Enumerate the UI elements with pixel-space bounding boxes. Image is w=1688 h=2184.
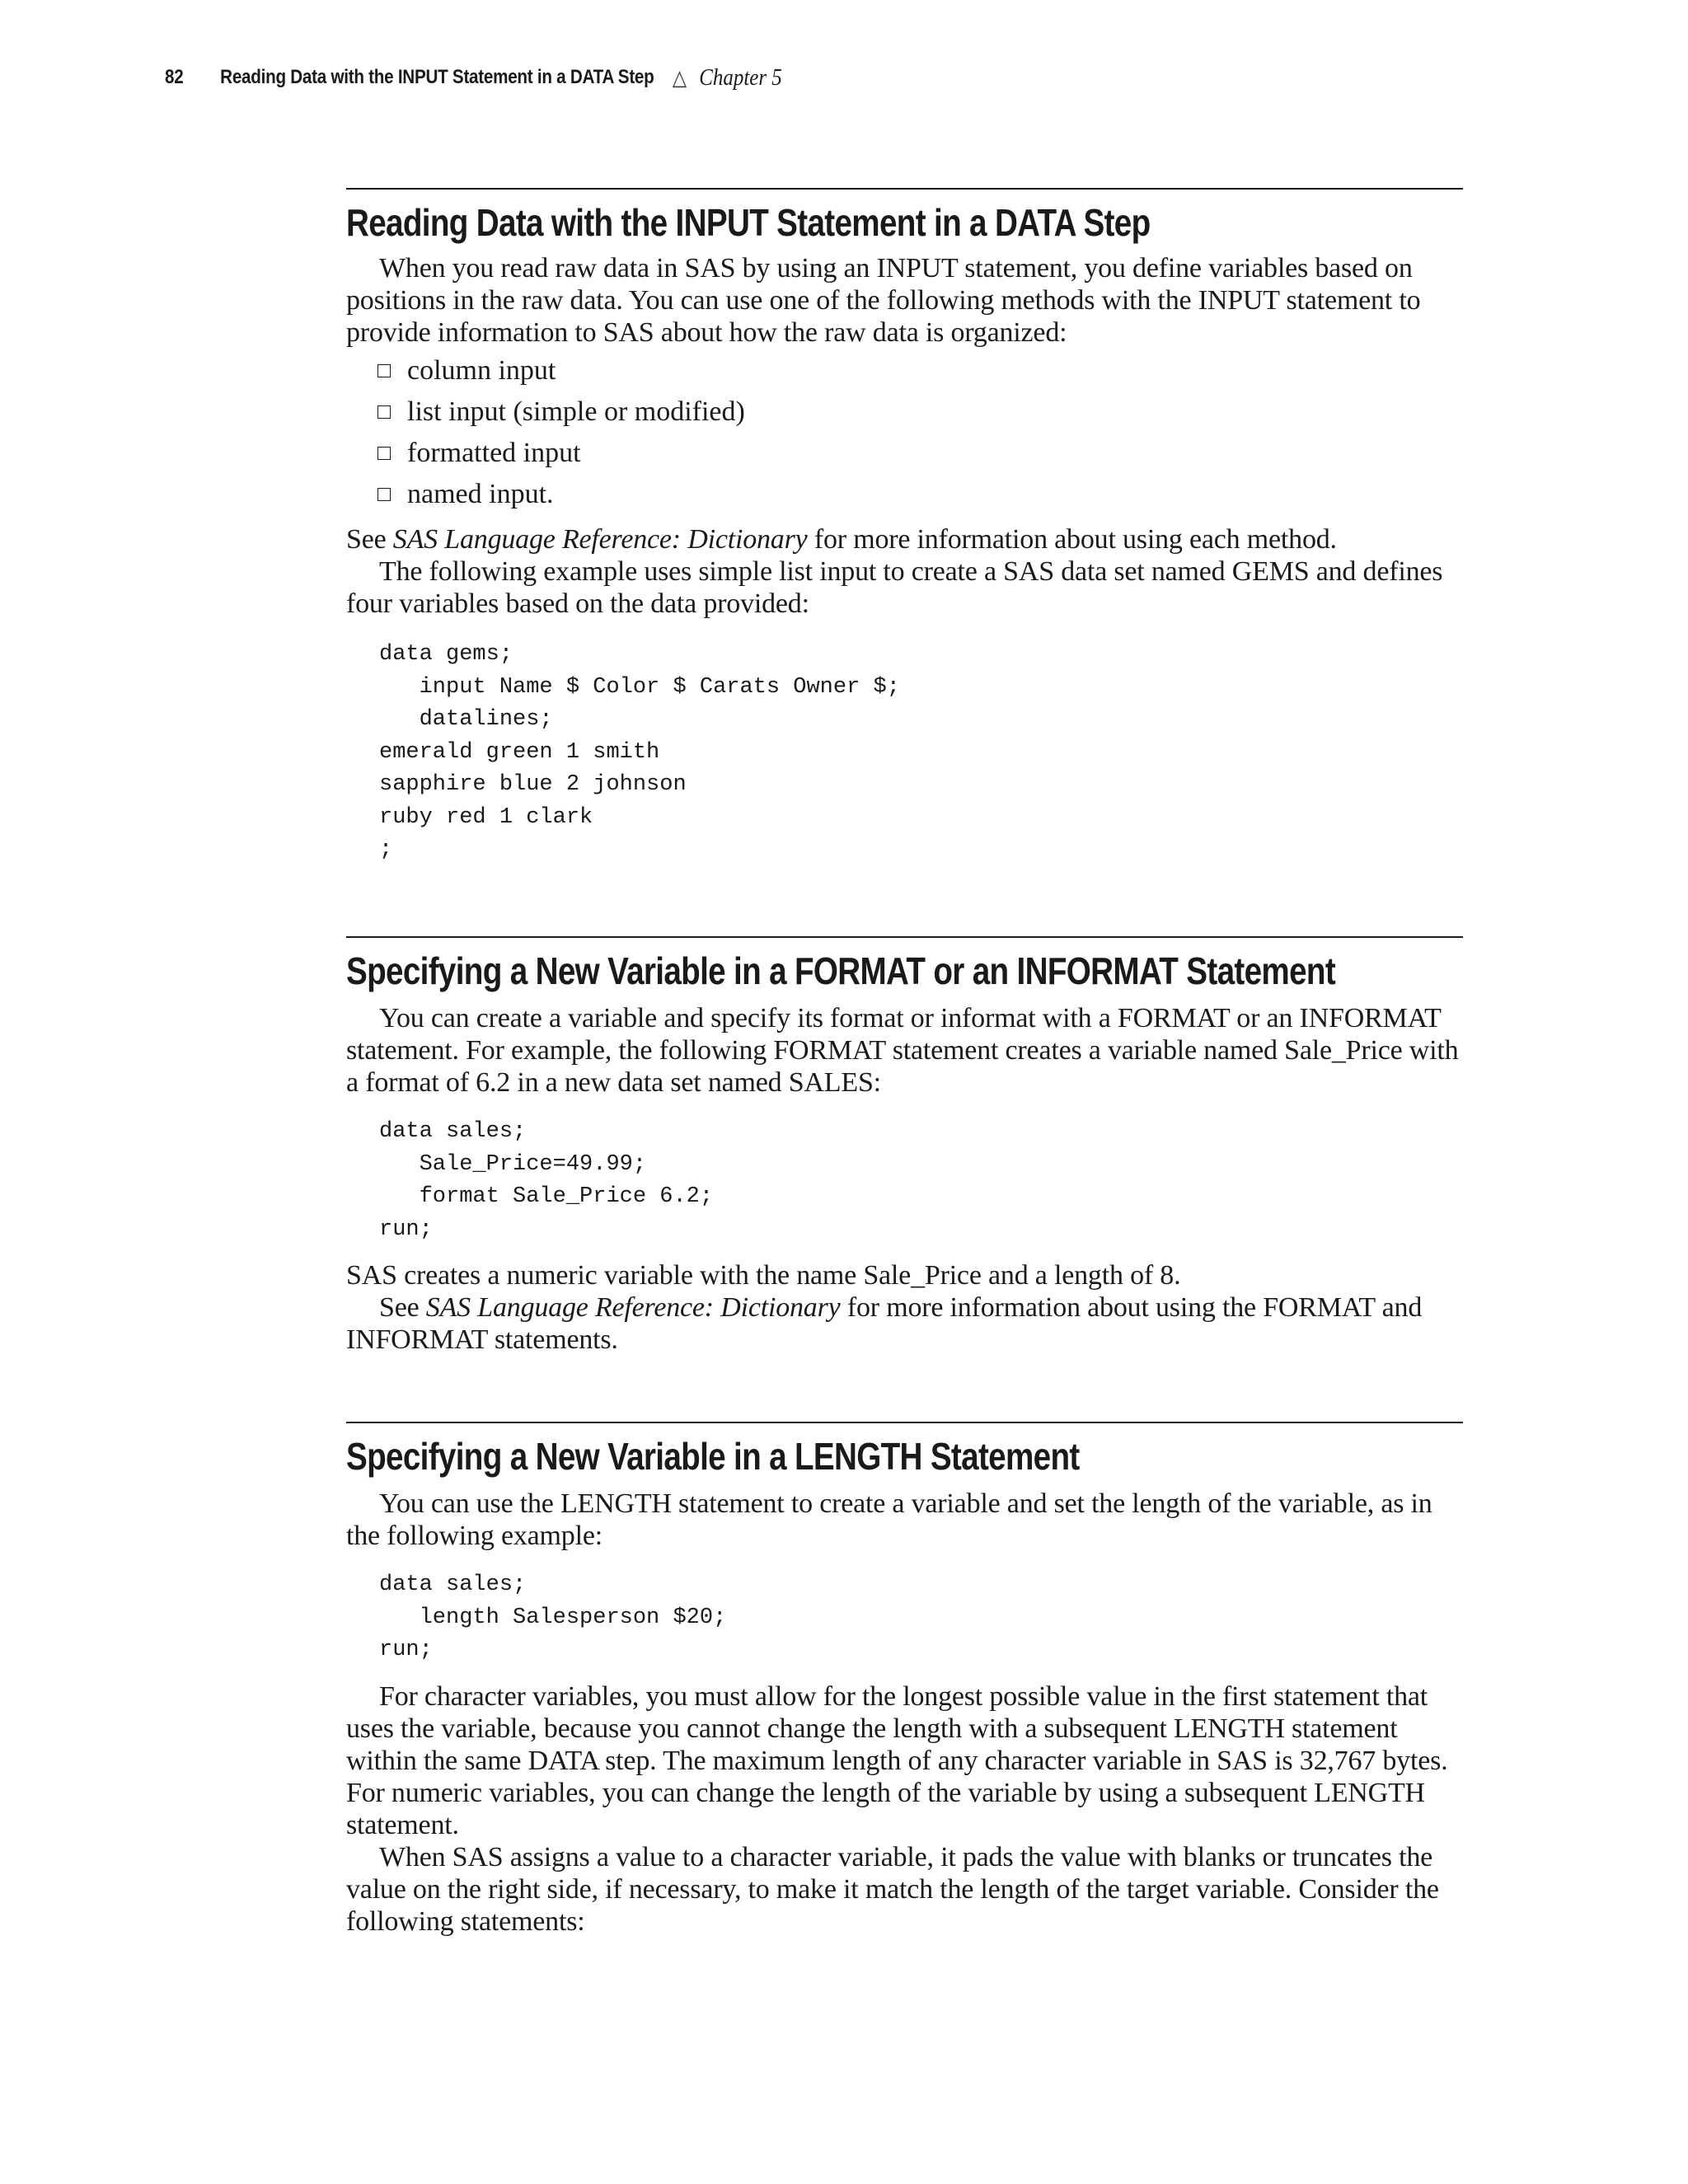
section-heading: Specifying a New Variable in a LENGTH Statement: [346, 1435, 1080, 1478]
checkbox-bullet-icon: [377, 405, 391, 419]
character-variables-paragraph: For character variables, you must allow for the longest possible value in the first statement that uses the variable, because you cannot change the length with a subsequent LENGTH statement within the same DATA step. The maximum length of any character variable in SAS is 32,767 bytes. For numeric variables, you can change the length of the variable by using a subsequent LENGTH statement.: [346, 1680, 1448, 1840]
triangle-separator-icon: △: [672, 64, 687, 90]
intro-paragraph: When you read raw data in SAS by using an INPUT statement, you define variables based on positions in the raw data. You can use one of the following methods with the INPUT statement to provide information to SAS about how the raw data is organized:: [346, 253, 1421, 348]
input-methods-list: [346, 350, 1463, 515]
checkbox-bullet-icon: [377, 447, 391, 460]
section-input-statement: [346, 188, 1463, 867]
intro-paragraph: You can use the LENGTH statement to create a variable and set the length of the variable, as in the following example:: [346, 1488, 1432, 1551]
example-intro-paragraph: The following example uses simple list input to create a SAS data set named GEMS and defines four variables based on the data provided:: [346, 556, 1443, 619]
list-item: [377, 474, 1463, 515]
section-heading: Reading Data with the INPUT Statement in a DATA Step: [346, 201, 1151, 244]
list-item-text: list input (simple or modified): [407, 396, 745, 427]
reference-title: SAS Language Reference: Dictionary: [425, 1292, 841, 1323]
section-rule: [346, 1422, 1463, 1423]
padding-paragraph: When SAS assigns a value to a character variable, it pads the value with blanks or truncates the value on the right side, if necessary, to make it match the length of the target variable. Consider the following statements:: [346, 1841, 1439, 1937]
checkbox-bullet-icon: [377, 488, 391, 501]
running-head-title: Reading Data with the INPUT Statement in a DATA Step: [220, 66, 654, 88]
code-block-sales-format: data sales; Sale_Price=49.99; format Sale_Price 6.2; run;: [379, 1119, 714, 1242]
list-item-text: named input.: [407, 479, 554, 509]
checkbox-bullet-icon: [377, 364, 391, 377]
code-block-sales-length: data sales; length Salesperson $20; run;: [379, 1572, 727, 1662]
intro-paragraph: You can create a variable and specify its format or informat with a FORMAT or an INFORMAT statement. For example, the following FORMAT statement creates a variable named Sale_Price with a format of 6.2 in a new data set named SALES:: [346, 1003, 1459, 1098]
see-reference-paragraph: See SAS Language Reference: Dictionary for more information about using each method.: [346, 524, 1337, 555]
list-item-text: column input: [407, 355, 556, 386]
section-format-statement: [346, 936, 1463, 1356]
see-reference-paragraph: See SAS Language Reference: Dictionary for more information about using the FORMAT and INFORMAT statements.: [346, 1292, 1423, 1355]
code-block-gems: data gems; input Name $ Color $ Carats Owner $; datalines; emerald green 1 smith sapphire blue 2 johnson ruby red 1 clark ;: [379, 642, 900, 862]
running-head: [165, 61, 782, 94]
section-length-statement: [346, 1422, 1463, 1938]
section-rule: [346, 936, 1463, 938]
reference-title: SAS Language Reference: Dictionary: [392, 524, 808, 555]
list-item-text: formatted input: [407, 438, 581, 468]
list-item: [377, 433, 1463, 474]
section-heading: Specifying a New Variable in a FORMAT or an INFORMAT Statement: [346, 949, 1336, 992]
chapter-label: Chapter 5: [699, 63, 782, 91]
result-paragraph: SAS creates a numeric variable with the name Sale_Price and a length of 8.: [346, 1260, 1181, 1291]
section-rule: [346, 188, 1463, 190]
page-number: 82: [165, 66, 184, 88]
list-item: [377, 350, 1463, 391]
list-item: [377, 391, 1463, 433]
